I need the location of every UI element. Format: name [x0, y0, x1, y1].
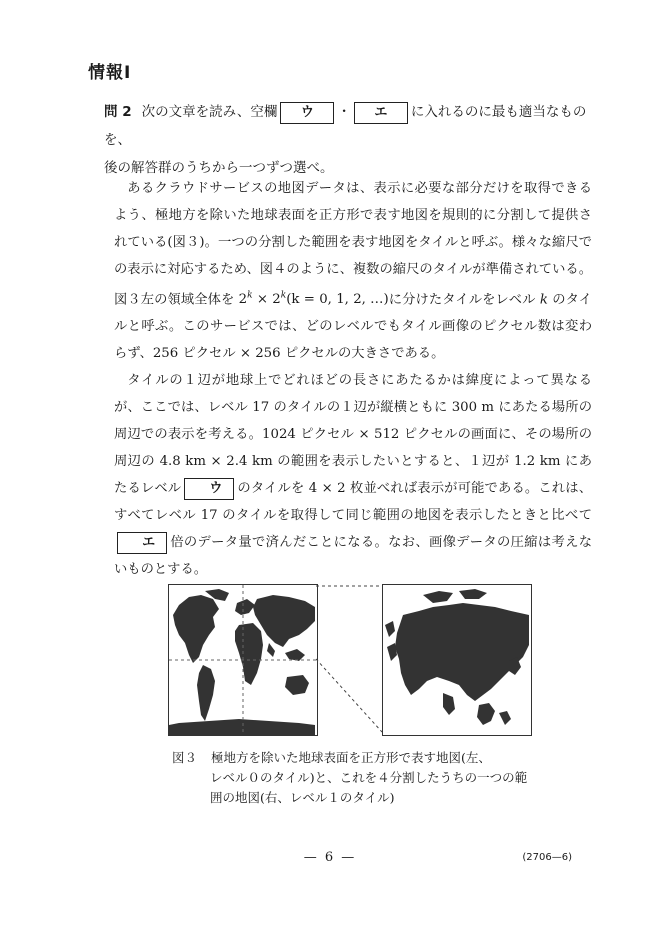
- caption-line1: 極地方を除いた地球表面を正方形で表す地図(左、: [211, 750, 491, 765]
- body-text: [114, 175, 592, 583]
- paragraph-2: [114, 367, 592, 583]
- figure-caption: [172, 748, 572, 808]
- question-line2: 後の解答群のうちから一つずつ選べ。: [104, 160, 334, 176]
- page-code: (2706—6): [522, 852, 572, 863]
- blank-u-inline: ウ: [184, 478, 234, 500]
- formula-base: 2: [238, 292, 248, 308]
- caption-line3: 囲の地図(右、レベル１のタイル): [210, 790, 395, 805]
- formula-sup2: k: [280, 291, 287, 301]
- section-title: 情報Ⅰ: [88, 63, 132, 83]
- formula: [239, 292, 389, 307]
- formula-mid: × 2: [252, 292, 281, 308]
- p2-text1: タイルの１辺が地球上でどれほどの長さにあたるかは緯度によって異なるが、ここでは、レベル 17 のタイルの１辺が縦横ともに 300 m にあたる場所の周辺での表示を考える。1024 ピクセル × 512 ピクセルの画面に、その場所の周辺の 4.8 km × 2.4 km の範囲を表示したいとすると、１辺が 1.2 km にあたるレベル: [114, 373, 592, 497]
- caption-number: 図３: [172, 750, 198, 765]
- connector-lines: [316, 584, 382, 734]
- question-suffix: に入れるのに最も適当なものを、: [104, 104, 587, 148]
- blank-e-inline: エ: [117, 532, 167, 554]
- eurasia-map-icon: [383, 585, 531, 735]
- world-map-icon: [169, 585, 317, 735]
- page-number: — 6 —: [303, 850, 357, 865]
- p2-text3: 倍のデータ量で済んだことになる。なお、画像データの圧縮は考えないものとする。: [114, 535, 592, 578]
- p1-text1: あるクラウドサービスの地図データは、表示に必要な部分だけを取得できるよう、極地方を除いた地球表面を正方形で表す地図を規則的に分割して提供されている(図３)。一つの分割した範囲を表す地図をタイルと呼ぶ。様々な縮尺での表示に対応するため、図４のように、複数の縮尺のタイルが準備されている。図３左の領域全体を: [114, 181, 592, 308]
- question-label: 問 2: [104, 104, 132, 120]
- paragraph-1: [114, 175, 592, 367]
- p2-text2: のタイルを 4 × 2 枚並べれば表示が可能である。これは、すべてレベル 17 のタイルを取得して同じ範囲の地図を表示したときと比べて: [114, 481, 593, 524]
- caption-line2: レベル０のタイル)と、これを４分割したうちの一つの範: [210, 770, 528, 785]
- blank-u-box: ウ: [280, 102, 334, 124]
- world-map-level0: [168, 584, 318, 736]
- question-sep: ・: [337, 104, 351, 120]
- formula-sup1: k: [247, 291, 253, 301]
- blank-e-box: エ: [354, 102, 408, 124]
- question-header: [104, 98, 594, 182]
- p1-text2: に分けたタイルをレベル: [388, 292, 540, 308]
- eurasia-map-level1: [382, 584, 532, 736]
- question-prefix: 次の文章を読み、空欄: [141, 104, 278, 120]
- p1-level-k: k: [539, 292, 548, 308]
- figure-3: [168, 584, 568, 744]
- formula-tail: (k = 0, 1, 2, …): [286, 292, 389, 308]
- p1-text3: のタイルと呼ぶ。このサービスでは、どのレベルでもタイル画像のピクセル数は変わらず、256 ピクセル × 256 ピクセルの大きさである。: [114, 292, 592, 362]
